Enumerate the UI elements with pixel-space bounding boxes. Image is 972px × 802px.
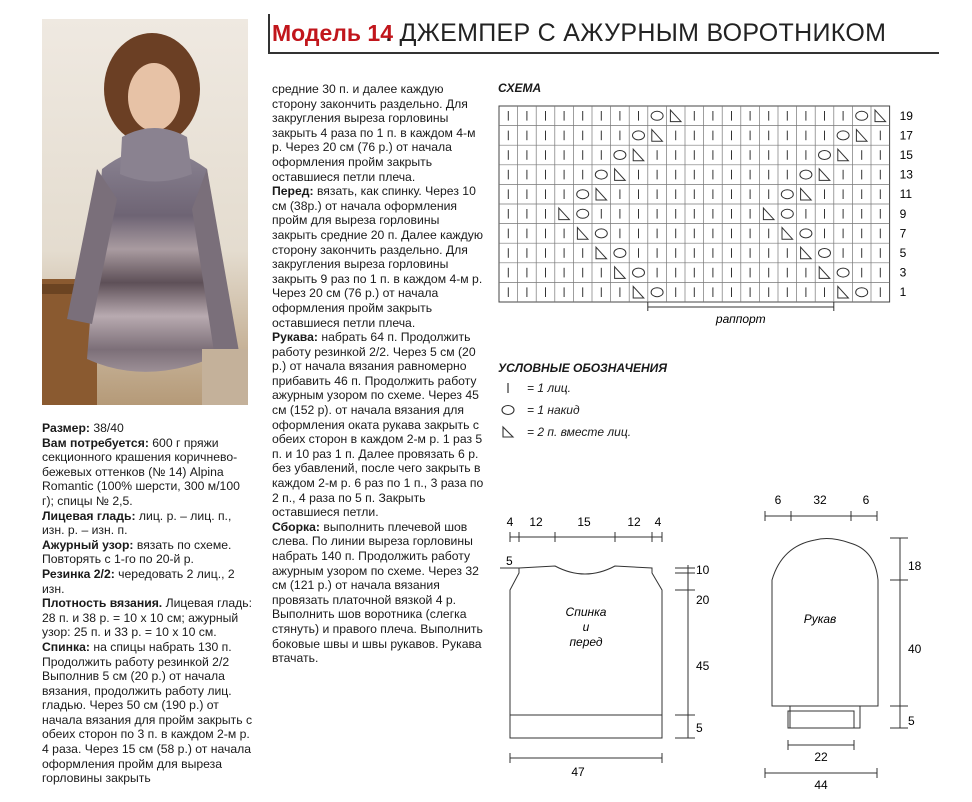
k2tog-mark: [615, 267, 626, 279]
density-paragraph: Плотность вязания. Лицевая гладь: 28 п. и 38 р. = 10 х 10 см; ажурный узор: 25 п. и 33 р. = 10 х 10 см.: [42, 596, 253, 640]
size-paragraph: Размер: 38/40: [42, 421, 124, 435]
front-paragraph: Перед: вязать, как спинку. Через 10 см (38р.) от начала оформления пройм для выреза горловины закрыть средние 20 п. Далее каждую сторону закончить раздельно. Для закругления выреза горловины закрыть 9 раз по 1 п. в каждом 4-м р. Через 20 см (76 р.) от начала оформления пройм закрыть оставшиеся петли плеча.: [272, 184, 484, 330]
lace-paragraph: Ажурный узор: вязать по схеме. Повторять с 1-го по 20-й р.: [42, 537, 232, 567]
k2tog-mark: [596, 188, 607, 200]
back-paragraph: Спинка: на спицы набрать 130 п. Продолжить работу резинкой 2/2 Выполнив 5 см (20 р.) от начала вязания, продолжить работу лиц. гладью. Через 50 см (190 р.) от начала вязания для пройм закрыть с обеих сторон по 3 п. в каждом 2-м р. 4 раза. Через 15 см (58 р.) от начала оформления пройм для выреза горловины закрыть: [42, 639, 253, 786]
k2tog-mark: [838, 286, 849, 298]
yarn-over-mark: [856, 111, 868, 120]
dim-top-1: 4: [506, 515, 514, 529]
back-cont-paragraph: средние 30 п. и далее каждую сторону закончить раздельно. Для закругления выреза горловины закрыть 4 раза по 1 п. в каждом 4-м р. Через 20 см (76 р.) от начала оформления пройм закрыть оставшиеся петли плеча.: [272, 82, 476, 184]
materials-paragraph: Вам потребуется: 600 г пряжи секционного крашения коричнево-бежевых оттенков (№ 14) Alpina Romantic (100% шерсти, 300 м/100 г); спицы № 2,5.: [42, 435, 240, 508]
row-number: 13: [899, 167, 913, 182]
row-number: 19: [899, 108, 913, 123]
k2tog-mark: [596, 247, 607, 259]
row-number: 5: [899, 246, 907, 260]
row-number: 11: [899, 187, 913, 202]
row-number: 3: [899, 265, 907, 280]
k2tog-mark: [819, 267, 830, 279]
rib-paragraph: Резинка 2/2: чередовать 2 лиц., 2 изн.: [42, 566, 235, 596]
knit-stitch-icon: [500, 381, 516, 395]
body-label-1: Спинка: [565, 605, 607, 619]
stockinette-paragraph: Лицевая гладь: лиц. р. – лиц. п., изн. р. – изн. п.: [42, 508, 232, 538]
assembly-paragraph: Сборка: выполнить плечевой шов слева. По линии выреза горловины набрать 140 п. Продолжить работу ажурным узором по схеме. Через 32 см (121 р.) от начала вязания провязать платочной вязкой 4 р. Выполнить шов воротника (слегка стянуть) и правого плеча. Выполнить боковые швы и швы рукавов. Рукава втачать.: [272, 519, 483, 666]
k2tog-mark: [615, 169, 626, 181]
yarn-over-mark: [577, 190, 589, 199]
sleeves-paragraph: Рукава: набрать 64 п. Продолжить работу резинкой 2/2. Через 5 см (20 р.) от начала вязания равномерно прибавить 46 п. Продолжить работу ажурным узором по схеме. Через 45 см (152 р). от начала вязания для оформления оката рукава закрыть с обеих сторон в каждом 2-м р. 1 раз 5 п. и 10 раз 1 п. Далее провязать 6 р. без убавлений, после чего закрыть в каждом 2-м р. 6 раз по 1 п., 3 раза по 2 п., 4 раза по 5 п. Закрыть оставшиеся петли.: [272, 330, 484, 520]
dim-right-4: 5: [696, 721, 703, 735]
body-diagram: [500, 510, 735, 795]
yarn-over-mark: [819, 151, 831, 160]
legend-title: УСЛОВНЫЕ ОБОЗНАЧЕНИЯ: [498, 361, 668, 375]
k2tog-mark: [670, 110, 681, 122]
row-number: 17: [899, 128, 913, 143]
sweater-photo: [42, 19, 248, 405]
instructions-middle: [272, 82, 484, 666]
sleeve-dim-top-2: 32: [813, 493, 827, 507]
row-number: 9: [899, 206, 907, 221]
k2tog-mark: [782, 228, 793, 240]
row-number: 15: [899, 148, 913, 162]
dim-left: 5: [506, 554, 513, 568]
k2tog-mark: [763, 208, 774, 220]
dim-bottom: 47: [571, 765, 585, 779]
k2tog-icon: [500, 425, 516, 439]
model-label: Модель 14: [272, 20, 394, 46]
schema-label: СХЕМА: [498, 81, 542, 95]
sleeve-dim-inner: 22: [814, 750, 828, 764]
stitch-chart: [495, 104, 913, 334]
dim-top-4: 12: [627, 515, 641, 529]
k2tog-mark: [856, 130, 867, 142]
yarn-over-mark: [781, 190, 793, 199]
yarn-over-mark: [800, 229, 812, 238]
k2tog-mark: [838, 149, 849, 161]
body-label-3: перед: [569, 635, 603, 649]
k2tog-mark: [559, 208, 570, 220]
dim-right-1: 10: [696, 563, 710, 577]
legend: [500, 381, 700, 447]
yarn-over-mark: [837, 268, 849, 277]
k2tog-mark: [819, 169, 830, 181]
yarn-over-mark: [651, 111, 663, 120]
sleeve-diagram: [760, 488, 940, 798]
body-label-2: и: [582, 620, 590, 634]
row-number: 7: [899, 226, 907, 241]
rapport-label: раппорт: [715, 312, 766, 326]
sleeve-dim-right-1: 18: [908, 559, 922, 573]
sleeve-dim-top-3: 6: [862, 493, 870, 507]
yarn-over-mark: [633, 268, 645, 277]
k2tog-mark: [801, 188, 812, 200]
k2tog-mark: [633, 149, 644, 161]
k2tog-mark: [875, 110, 886, 122]
yarn-over-mark: [633, 131, 645, 140]
yarn-over-mark: [577, 209, 589, 218]
yarn-over-mark: [837, 131, 849, 140]
dim-right-3: 45: [696, 659, 710, 673]
yarn-over-mark: [595, 170, 607, 179]
page-title: . ДЖЕМПЕР С АЖУРНЫМ ВОРОТНИКОМ: [385, 19, 887, 47]
sleeve-dim-right-3: 5: [908, 714, 915, 728]
k2tog-mark: [633, 286, 644, 298]
sleeve-dim-right-2: 40: [908, 642, 922, 656]
k2tog-mark: [577, 228, 588, 240]
yarn-over-icon: [500, 403, 516, 417]
dim-top-5: 4: [654, 515, 662, 529]
yarn-over-mark: [819, 249, 831, 258]
k2tog-mark: [652, 130, 663, 142]
instructions-left: [42, 421, 254, 786]
dim-top-2: 12: [529, 515, 543, 529]
yarn-over-mark: [781, 209, 793, 218]
yarn-over-mark: [800, 170, 812, 179]
dim-right-2: 20: [696, 593, 710, 607]
title-bar: [268, 14, 939, 54]
row-number: 1: [899, 285, 907, 300]
dim-top-3: 15: [577, 515, 591, 529]
yarn-over-mark: [856, 288, 868, 297]
yarn-over-mark: [614, 249, 626, 258]
yarn-over-mark: [595, 229, 607, 238]
k2tog-mark: [801, 247, 812, 259]
legend-item: = 2 п. вместе лиц.: [500, 425, 700, 447]
yarn-over-mark: [614, 151, 626, 160]
legend-item: = 1 лиц.: [500, 381, 700, 403]
sleeve-dim-bottom: 44: [814, 778, 828, 792]
legend-item: = 1 накид: [500, 403, 700, 425]
sleeve-dim-top-1: 6: [774, 493, 782, 507]
sleeve-label: Рукав: [803, 612, 837, 626]
yarn-over-mark: [651, 288, 663, 297]
